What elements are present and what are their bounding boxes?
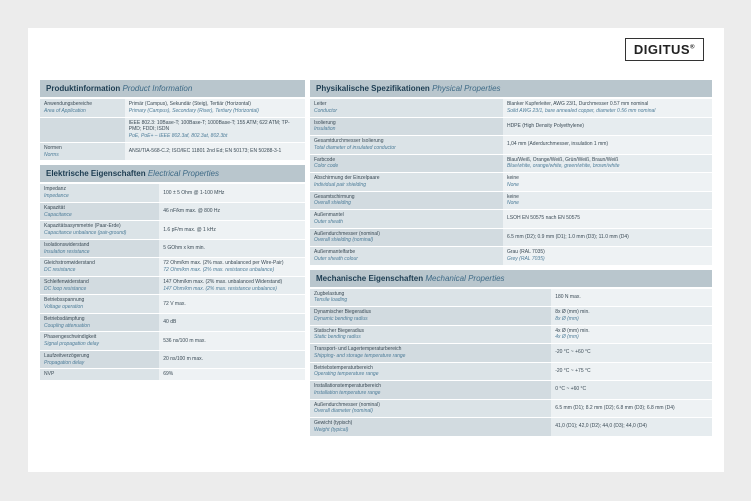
property-name-en: Installation temperature range [314,389,381,396]
property-value [503,247,712,266]
property-value-de: 41,0 (D1); 42,0 (D2); 44,0 (D3); 44,0 (D4) [555,423,647,430]
property-name-en: Impedance [44,193,69,199]
property-value-de: 1.6 pF/m max. @ 1 kHz [163,226,216,233]
property-name [40,276,159,295]
property-name-en: DC resistance [44,267,76,273]
table-row [40,99,305,117]
property-name [40,332,159,351]
property-name [40,258,159,277]
product-information-table [40,99,305,161]
property-value [159,221,305,240]
table-row [40,142,305,161]
property-name-en: Signal propagation delay [44,341,100,347]
property-name-en: Overall shielding [314,200,351,207]
table-row [310,117,712,136]
property-value [551,307,712,326]
table-row [310,399,712,418]
table-row [40,117,305,142]
table-row [310,344,712,363]
property-name-de: Außendurchmesser (nominal) [314,230,380,237]
section-heading-mechanical-properties: Mechanische Eigenschaften Mechanical Properties [310,270,712,287]
property-name-en: DC loop resistance [44,285,87,292]
property-name-de: Betriebsdämpfung [44,315,85,322]
property-value [551,399,712,418]
property-name-de: Dynamischer Biegeradius [314,309,371,315]
property-name-de: NVP [44,371,55,378]
property-value-de: 46 nF/km max. @ 800 Hz [163,208,221,215]
property-value-en: Grey (RAL 7035) [506,255,545,262]
property-name [310,399,551,418]
property-value [125,142,305,161]
property-name-en: Overall diameter (nominal) [314,408,373,415]
property-name-de: Kapazitätsasymmetrie (Paar-Erde) [44,223,121,230]
property-value-en: Solid AWG 23/1, bare annealed copper, diameter 0.56 mm nominal [506,107,656,114]
property-value-de: Grau (RAL 7035) [506,249,545,255]
table-row [40,239,305,258]
property-value-de: 6.5 mm (D1); 8.2 mm (D2); 6.8 mm (D3); 6.8 mm (D4) [555,404,675,411]
property-value-en: 72 Ohm/km max. (2% max. resistance unbalance) [163,267,275,273]
property-value-de: 100 ± 5 Ohm @ 1-100 MHz [163,189,225,196]
mechanical-properties-table [310,289,712,437]
left-column [40,80,305,381]
table-row [310,418,712,437]
property-name-de: Betriebsspannung [44,297,85,304]
property-name [310,307,551,326]
electrical-properties-table [40,184,305,381]
property-value [551,362,712,381]
property-value [125,117,305,142]
property-value [551,344,712,363]
property-name [40,313,159,332]
property-value [503,117,712,136]
property-value-en: None [506,181,519,188]
property-value-de: -20 °C ~ +60 °C [555,349,591,356]
property-value [551,418,712,437]
property-name-de: Laufzeitverzögerung [44,352,90,359]
property-value-en: 147 Ohm/km max. (2% max. resistance unbalance) [163,285,277,292]
property-name [310,362,551,381]
property-value-de: ANSI/TIA-568-C.2; ISO/IEC 11801 2nd Ed; EN 50173; EN 50288-3-1 [128,148,282,155]
property-name-de: Kapazität [44,204,65,211]
datasheet-page [28,28,724,472]
property-value-de: IEEE 802.3: 10Base-T; 100Base-T; 1000Base-T; 155 ATM; 622 ATM; TP-PMD; FDDI; ISDN [128,119,290,133]
property-value-de: 6.5 mm (D2); 0.9 mm (D1); 1.0 mm (D3); 11.0 mm (D4) [506,233,629,240]
table-row [310,136,712,155]
property-value-en: Blue/white, orange/white, green/white, brown/white [506,163,620,170]
property-value-de: keine [506,193,519,200]
property-name-en: Weight (typical) [314,426,349,433]
property-value [503,99,712,117]
table-row [310,173,712,192]
property-name-de: Isolationswiderstand [44,241,90,248]
property-name-en: Static bending radius [314,334,361,341]
property-value-de: 0 °C ~ +60 °C [555,386,587,393]
property-name-de: Schleifenwiderstand [44,278,89,285]
property-value-en: PoE, PoE+ – IEEE 802.3af, 802.3at, 802.3bt [128,133,228,139]
property-value-de: 180 N max. [555,293,581,300]
table-row [40,258,305,277]
table-row [40,369,305,381]
property-value [125,99,305,117]
property-value-de: 69% [163,371,174,378]
property-value [159,332,305,351]
table-row [40,313,305,332]
property-value [551,289,712,307]
table-row [40,332,305,351]
property-value-de: 8x Ø (mm) min. [555,309,590,315]
property-name [310,99,503,117]
property-value [159,295,305,314]
property-value [159,202,305,221]
table-row [310,210,712,229]
property-value-en: 8x Ø (mm) [555,315,579,322]
property-name [40,99,125,117]
property-name-de: Abschirmung der Einzelpaare [314,175,380,181]
property-name [310,117,503,136]
property-value [159,350,305,369]
property-name-de: Gesamtschirmung [314,193,355,200]
property-value-de: 536 ns/100 m max. [163,337,206,344]
property-value-de: 72 V max. [163,300,186,307]
table-row [310,289,712,307]
table-row [310,325,712,344]
property-name-de: Normen [44,144,62,151]
property-value [503,173,712,192]
property-value-de: 4x Ø (mm) min. [555,327,590,334]
property-name [40,369,159,381]
property-name-en: Outer sheath [314,218,343,225]
table-row [310,191,712,210]
property-name-en: Operating temperature range [314,371,379,378]
property-name-en: Color code [314,163,339,170]
property-value-de: Blau/Weiß, Orange/Weiß, Grün/Weiß, Braun/Weiß [506,156,619,163]
property-value-de: 40 dB [163,319,177,326]
property-value [503,136,712,155]
digitus-logo: DIGITUS® [625,38,704,61]
property-name [40,221,159,240]
property-name-de: Impedanz [44,186,66,193]
table-row [40,221,305,240]
property-name-de: Gleichstromwiderstand [44,260,95,267]
property-name-de: Anwendungsbereiche [44,101,93,107]
property-name-en: Insulation resistance [44,248,90,255]
section-heading-electrical-properties: Elektrische Eigenschaften Electrical Properties [40,165,305,182]
property-name-en: Tensile loading [314,297,348,304]
property-value [551,381,712,400]
property-name [310,381,551,400]
property-value-de: 147 Ohm/km max. (2% max. unbalanced Widerstand) [163,278,283,285]
property-value-de: keine [506,175,519,181]
property-name-en: Coupling attenuation [44,322,90,329]
property-name-en: Conductor [314,107,338,114]
property-name-de: Farbcode [314,156,336,163]
property-value [503,191,712,210]
property-name-de: Betriebstemperaturbereich [314,364,373,371]
property-name [40,239,159,258]
property-name [310,173,503,192]
property-value-en: Primary (Campus), Secondary (Riser), Tertiary (Horizontal) [128,107,259,114]
property-name-de: Zugbelastung [314,290,345,297]
physical-properties-table [310,99,712,266]
property-name [310,289,551,307]
property-name [310,418,551,437]
property-name [310,228,503,247]
right-column [310,80,712,437]
table-row [40,295,305,314]
property-name-de: Gewicht (typisch) [314,420,353,426]
property-name [40,350,159,369]
property-value [159,239,305,258]
property-value-de: LSOH EN 50575 nach EN 50575 [506,215,581,222]
property-name-de: Transport- und Lagertemperaturbereich [314,346,402,352]
property-name [310,325,551,344]
property-name-en: Capacitance unbalance (pair-ground) [44,230,127,236]
table-row [40,184,305,202]
property-value [159,276,305,295]
property-name-de: Isolierung [314,119,336,126]
property-name-en: Shipping- and storage temperature range [314,352,406,359]
property-value [503,228,712,247]
table-row [40,350,305,369]
property-value-de: Blanker Kupferleiter, AWG 23/1, Durchmesser 0.57 mm nominal [506,101,649,107]
property-value-en: None [506,200,519,207]
property-name [40,184,159,202]
property-name-en: Individual pair shielding [314,181,366,188]
property-name [40,295,159,314]
property-value [159,184,305,202]
table-row [310,362,712,381]
property-name-en: Outer sheath colour [314,255,358,262]
property-name-en: Overall shielding (nominal) [314,237,374,244]
property-name [310,191,503,210]
property-name-de: Außendurchmesser (nominal) [314,401,380,408]
property-name-de: Leiter [314,101,327,107]
property-value [551,325,712,344]
table-row [310,154,712,173]
property-value-de: HDPE (High Density Polyethylene) [506,122,584,129]
section-heading-product-information: Produktinformation Product Information [40,80,305,97]
property-value-en: 4x Ø (mm) [555,334,579,341]
property-name [40,202,159,221]
property-name-en: Dynamic bending radius [314,315,368,322]
property-value [503,210,712,229]
property-name-en: Norms [44,151,59,158]
property-name [40,142,125,161]
section-heading-physical-properties: Physikalische Spezifikationen Physical Properties [310,80,712,97]
property-value-de: 1,04 mm (Aderdurchmesser, insulation 1 mm) [506,141,609,148]
property-name [40,117,125,142]
property-value-de: -20 °C ~ +75 °C [555,367,591,374]
property-value-de: 20 ns/100 m max. [163,356,203,363]
property-name-de: Außenmantelfarbe [314,249,356,255]
table-row [310,228,712,247]
property-name-de: Statischer Biegeradius [314,327,365,334]
table-row [40,276,305,295]
property-name [310,247,503,266]
property-value [503,154,712,173]
property-value [159,369,305,381]
property-name [310,136,503,155]
property-value [159,313,305,332]
table-row [310,381,712,400]
table-row [310,99,712,117]
property-name-en: Capacitance [44,211,72,218]
property-name [310,344,551,363]
property-name-en: Voltage operation [44,304,84,310]
table-row [40,202,305,221]
property-name [310,210,503,229]
property-name-de: Phasengeschwindigkeit [44,334,97,341]
property-name-en: Total diameter of insulated conductor [314,144,396,151]
property-name-en: Propagation delay [44,359,85,366]
property-value-de: 5 GOhm x km min. [163,245,205,252]
property-value-de: Primär (Campus), Sekundär (Steig), Tertiär (Horizontal) [128,101,251,107]
property-name-de: Installationstemperaturbereich [314,383,381,389]
table-row [310,247,712,266]
property-name-en: Insulation [314,126,336,133]
table-row [310,307,712,326]
property-value-de: 72 Ohm/km max. (2% max. unbalanced per Wire-Pair) [163,260,284,267]
property-name-de: Außenmantel [314,212,344,218]
property-name-de: Gesamtdurchmesser Isolierung [314,138,384,144]
property-name [310,154,503,173]
property-value [159,258,305,277]
property-name-en: Area of Application [44,107,86,114]
